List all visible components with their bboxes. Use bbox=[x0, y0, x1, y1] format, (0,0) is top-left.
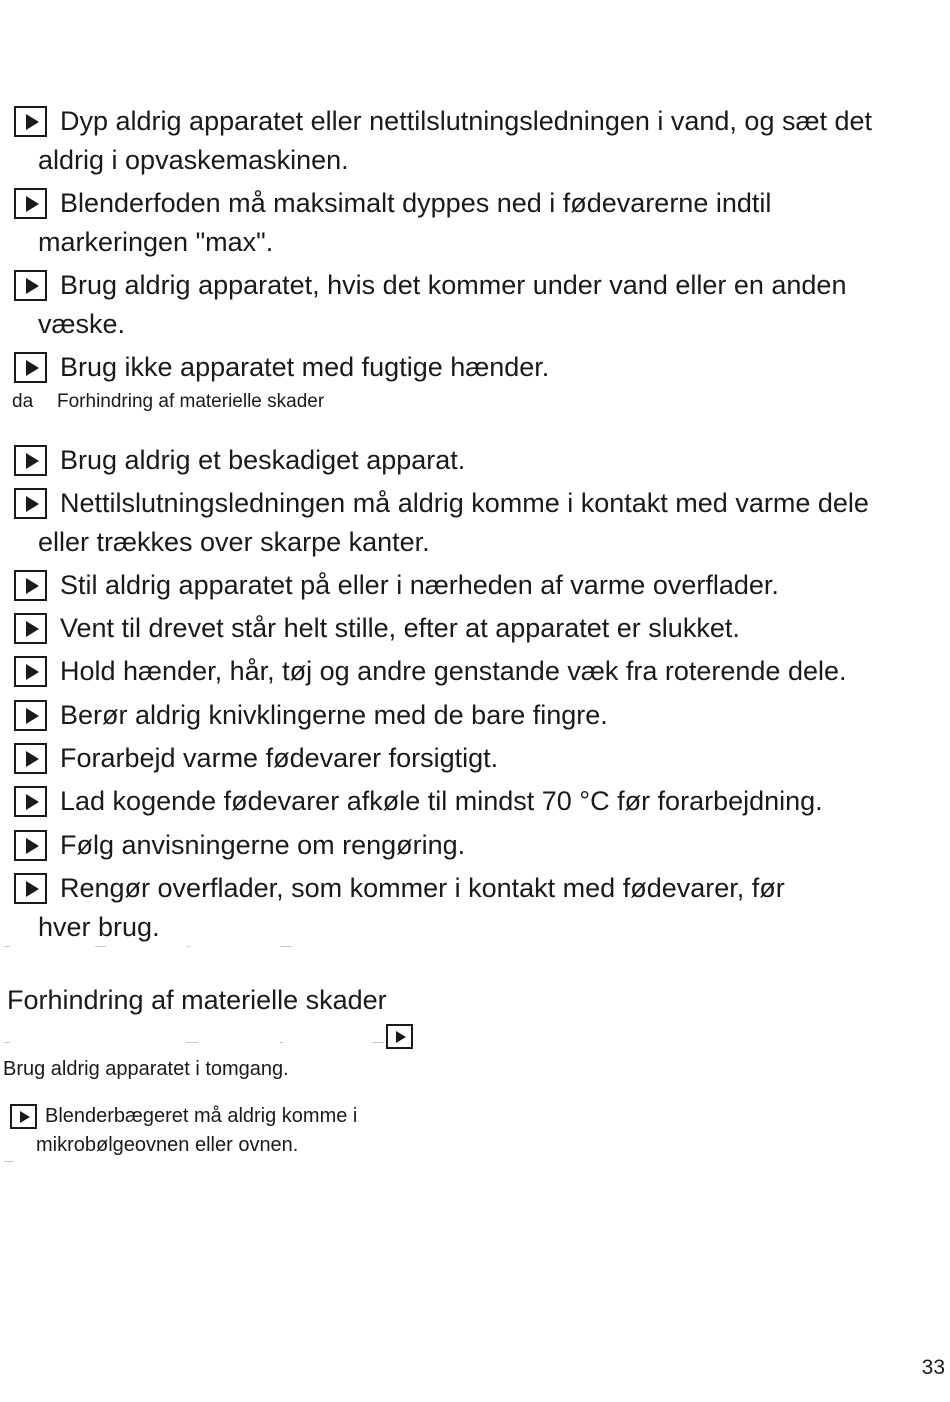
list-item bbox=[10, 1102, 357, 1160]
item-text-continued: hver brug. bbox=[38, 912, 160, 942]
running-heading: Forhindring af materielle skader bbox=[57, 391, 325, 412]
item-text: Nettilslutningsledningen må aldrig komme i kontakt med varme dele bbox=[60, 488, 869, 518]
play-arrow-box-icon bbox=[14, 445, 47, 476]
item-text: Brug ikke apparatet med fugtige hænder. bbox=[60, 352, 550, 382]
play-arrow-box-icon bbox=[14, 488, 47, 519]
item-text: Brug aldrig et beskadiget apparat. bbox=[60, 445, 466, 475]
item-text-continued: eller trækkes over skarpe kanter. bbox=[38, 527, 430, 557]
item-text-continued: væske. bbox=[38, 309, 126, 339]
list-item bbox=[14, 696, 934, 735]
plain-text-line: Brug aldrig apparatet i tomgang. bbox=[3, 1058, 289, 1080]
play-arrow-box-icon bbox=[14, 786, 47, 817]
item-text: Blenderbægeret må aldrig komme i bbox=[45, 1105, 358, 1127]
list-item bbox=[14, 609, 934, 648]
scan-artifact bbox=[0, 1042, 390, 1046]
list-item bbox=[14, 441, 934, 480]
running-header bbox=[12, 389, 324, 415]
item-text: Hold hænder, hår, tøj og andre genstande væk fra roterende dele. bbox=[60, 656, 847, 686]
language-code: da bbox=[12, 391, 34, 412]
list-item bbox=[14, 484, 934, 562]
play-arrow-box-icon bbox=[14, 656, 47, 687]
play-arrow-box-icon bbox=[386, 1024, 413, 1049]
list-item bbox=[14, 826, 934, 865]
item-text: Lad kogende fødevarer afkøle til mindst 70 °C før forarbejdning. bbox=[60, 786, 823, 816]
play-arrow-box-icon bbox=[14, 613, 47, 644]
item-text: Berør aldrig knivklingerne med de bare fingre. bbox=[60, 700, 608, 730]
list-item bbox=[14, 266, 934, 344]
play-arrow-box-icon bbox=[14, 570, 47, 601]
item-text: Forarbejd varme fødevarer forsigtigt. bbox=[60, 743, 499, 773]
play-arrow-box-icon bbox=[14, 352, 47, 383]
list-item bbox=[14, 102, 934, 180]
list-item bbox=[14, 869, 934, 947]
item-text: Vent til drevet står helt stille, efter at apparatet er slukket. bbox=[60, 613, 740, 643]
list-item bbox=[14, 566, 934, 605]
item-text: Brug aldrig apparatet, hvis det kommer under vand eller en anden bbox=[60, 270, 847, 300]
item-text: Rengør overflader, som kommer i kontakt med fødevarer, før bbox=[60, 873, 785, 903]
list-item bbox=[14, 184, 934, 262]
play-arrow-box-icon bbox=[14, 743, 47, 774]
item-text: Dyp aldrig apparatet eller nettilslutningsledningen i vand, og sæt det bbox=[60, 106, 873, 136]
list-item bbox=[14, 782, 934, 821]
item-text: Blenderfoden må maksimalt dyppes ned i fødevarerne indtil bbox=[60, 188, 772, 218]
play-arrow-box-icon bbox=[14, 188, 47, 219]
scan-artifact bbox=[0, 946, 300, 950]
list-item bbox=[14, 348, 934, 387]
section-heading: Forhindring af materielle skader bbox=[7, 985, 387, 1015]
list-item bbox=[14, 652, 934, 691]
play-arrow-box-icon bbox=[14, 270, 47, 301]
list-item bbox=[14, 739, 934, 778]
page-number: 33 bbox=[921, 1356, 945, 1379]
play-arrow-box-icon bbox=[14, 873, 47, 904]
item-text-continued: markeringen "max". bbox=[38, 227, 274, 257]
item-text-continued: mikrobølgeovnen eller ovnen. bbox=[36, 1134, 299, 1156]
play-arrow-box-icon bbox=[14, 830, 47, 861]
item-text: Følg anvisningerne om rengøring. bbox=[60, 830, 466, 860]
scan-artifact bbox=[0, 1161, 20, 1165]
play-arrow-box-icon bbox=[10, 1104, 37, 1129]
item-text-continued: aldrig i opvaskemaskinen. bbox=[38, 145, 349, 175]
play-arrow-box-icon bbox=[14, 106, 47, 137]
item-text: Stil aldrig apparatet på eller i nærheden af varme overflader. bbox=[60, 570, 779, 600]
play-arrow-box-icon bbox=[14, 700, 47, 731]
